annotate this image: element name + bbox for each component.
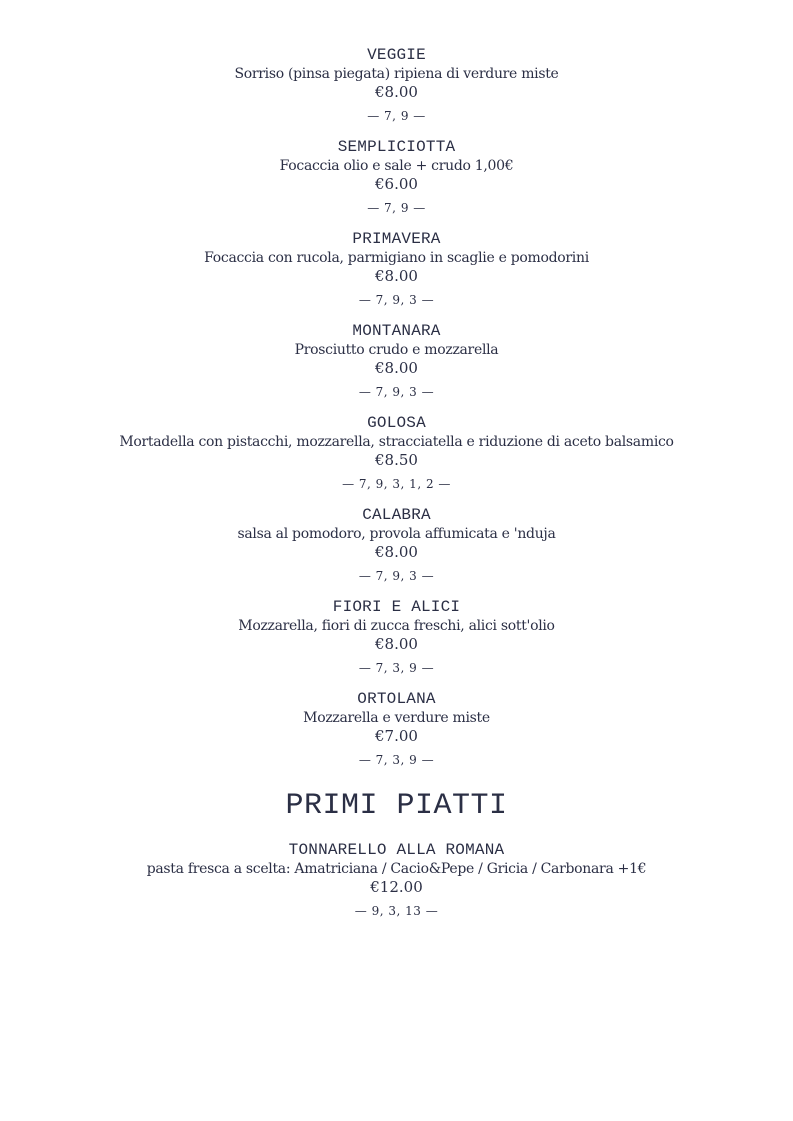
item-description: salsa al pomodoro, provola affumicata e 'nduja (237, 526, 556, 542)
item-description: Focaccia olio e sale + crudo 1,00€ (279, 158, 514, 174)
item-name: ORTOLANA (357, 690, 436, 708)
item-name: PRIMAVERA (352, 230, 441, 248)
menu-item-veggie (0, 45, 793, 124)
item-description: Mortadella con pistacchi, mozzarella, stracciatella e riduzione di aceto balsamico (119, 434, 674, 450)
item-price: €8.00 (375, 635, 418, 653)
section-title-primi-piatti: PRIMI PIATTI (285, 789, 508, 823)
item-description: Mozzarella e verdure miste (303, 710, 490, 726)
item-price: €8.00 (375, 359, 418, 377)
menu-item-golosa (0, 413, 793, 492)
menu-item-tonnarello-alla-romana (0, 840, 793, 919)
item-name: CALABRA (362, 506, 431, 524)
item-allergens: — 7, 3, 9 — (358, 661, 435, 675)
item-description: Mozzarella, fiori di zucca freschi, alici sott'olio (238, 618, 555, 634)
item-name: GOLOSA (367, 414, 426, 432)
item-price: €8.00 (375, 267, 418, 285)
item-description: pasta fresca a scelta: Amatriciana / Cacio&Pepe / Gricia / Carbonara +1€ (146, 861, 647, 877)
item-allergens: — 7, 9 — (367, 201, 426, 215)
item-price: €6.00 (375, 175, 418, 193)
item-allergens: — 7, 9, 3 — (358, 293, 435, 307)
item-name: MONTANARA (352, 322, 441, 340)
menu-item-primavera (0, 229, 793, 308)
item-name: FIORI E ALICI (332, 598, 461, 616)
item-allergens: — 9, 3, 13 — (354, 904, 439, 918)
menu-item-calabra (0, 505, 793, 584)
item-description: Prosciutto crudo e mozzarella (294, 342, 499, 358)
item-allergens: — 7, 9, 3, 1, 2 — (342, 477, 451, 491)
item-price: €8.00 (375, 543, 418, 561)
item-price: €7.00 (375, 727, 418, 745)
item-name: SEMPLICIOTTA (337, 138, 456, 156)
item-allergens: — 7, 9, 3 — (358, 385, 435, 399)
item-description: Focaccia con rucola, parmigiano in scaglie e pomodorini (204, 250, 589, 266)
menu-item-sempliciotta (0, 137, 793, 216)
menu-item-montanara (0, 321, 793, 400)
item-description: Sorriso (pinsa piegata) ripiena di verdure miste (234, 66, 559, 82)
item-allergens: — 7, 9, 3 — (358, 569, 435, 583)
item-name: TONNARELLO ALLA ROMANA (288, 841, 505, 859)
menu-item-fiori-e-alici (0, 597, 793, 676)
item-allergens: — 7, 9 — (367, 109, 426, 123)
item-price: €8.50 (375, 451, 418, 469)
item-name: VEGGIE (367, 46, 426, 64)
menu-item-ortolana (0, 689, 793, 768)
item-price: €8.00 (375, 83, 418, 101)
item-allergens: — 7, 3, 9 — (358, 753, 435, 767)
item-price: €12.00 (370, 878, 423, 896)
